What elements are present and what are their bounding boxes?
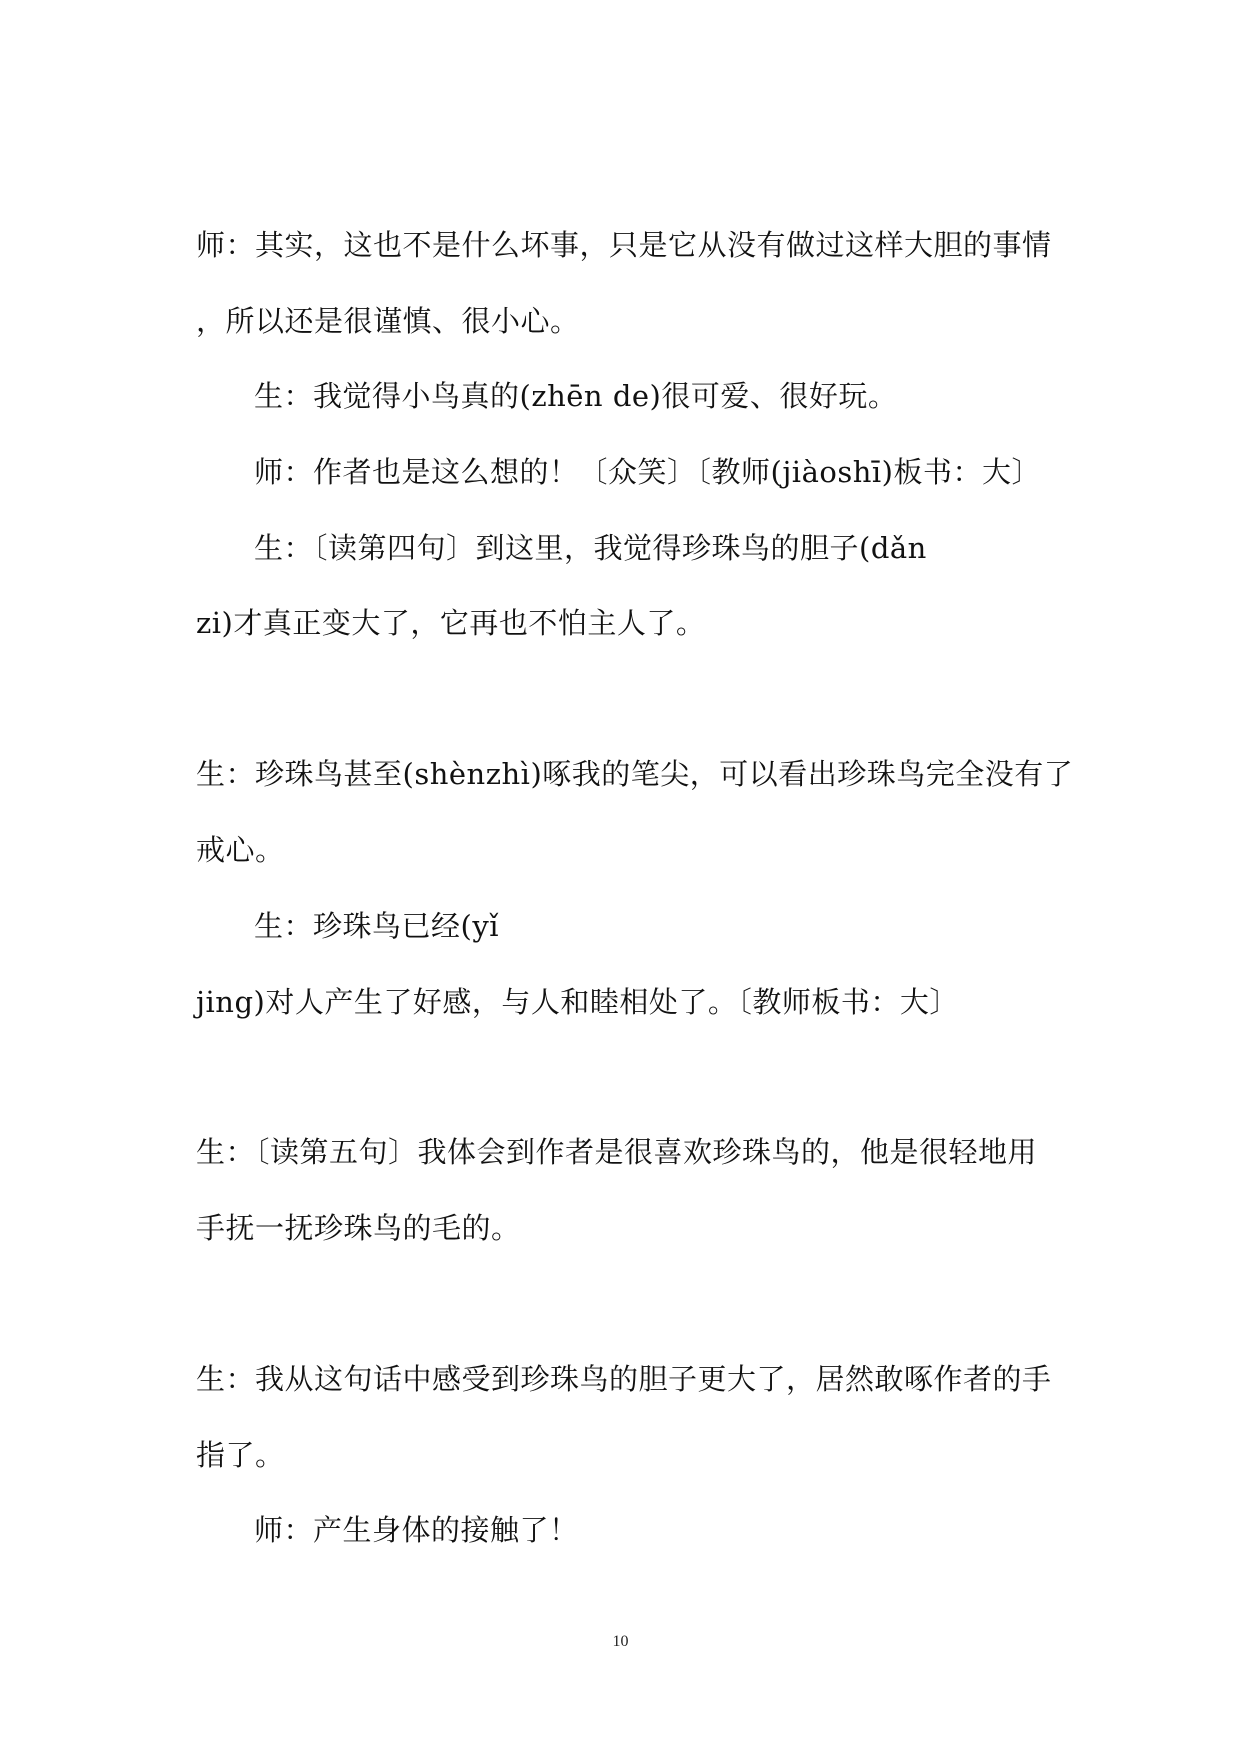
text-line: 师：作者也是这么想的！〔众笑〕〔教师(jiàoshī)板书：大〕 xyxy=(254,455,1041,489)
text-line: 师：产生身体的接触了！ xyxy=(254,1513,579,1547)
text-line: 手抚一抚珍珠鸟的毛的。 xyxy=(196,1211,521,1245)
text-line: 生：我从这句话中感受到珍珠鸟的胆子更大了，居然敢啄作者的手 xyxy=(196,1362,1052,1396)
text-line: 生：〔读第五句〕我体会到作者是很喜欢珍珠鸟的，他是很轻地用 xyxy=(196,1135,1038,1169)
text-line: zi)才真正变大了，它再也不怕主人了。 xyxy=(196,606,706,640)
text-line: jing)对人产生了好感，与人和睦相处了。〔教师板书：大〕 xyxy=(196,985,959,1019)
text-line: 生：珍珠鸟甚至(shènzhì)啄我的笔尖，可以看出珍珠鸟完全没有了 xyxy=(196,757,1074,791)
text-line: 师：其实，这也不是什么坏事，只是它从没有做过这样大胆的事情 xyxy=(196,228,1052,262)
page-number: 10 xyxy=(612,1633,629,1650)
text-line: 生：我觉得小鸟真的(zhēn de)很可爱、很好玩。 xyxy=(254,379,898,413)
text-line: 戒心。 xyxy=(196,833,285,867)
text-line: ，所以还是很谨慎、很小心。 xyxy=(196,304,580,338)
text-line: 生：〔读第四句〕到这里，我觉得珍珠鸟的胆子(dǎn xyxy=(254,531,927,565)
text-line: 指了。 xyxy=(196,1438,285,1472)
text-line: 生：珍珠鸟已经(yǐ xyxy=(254,909,499,943)
